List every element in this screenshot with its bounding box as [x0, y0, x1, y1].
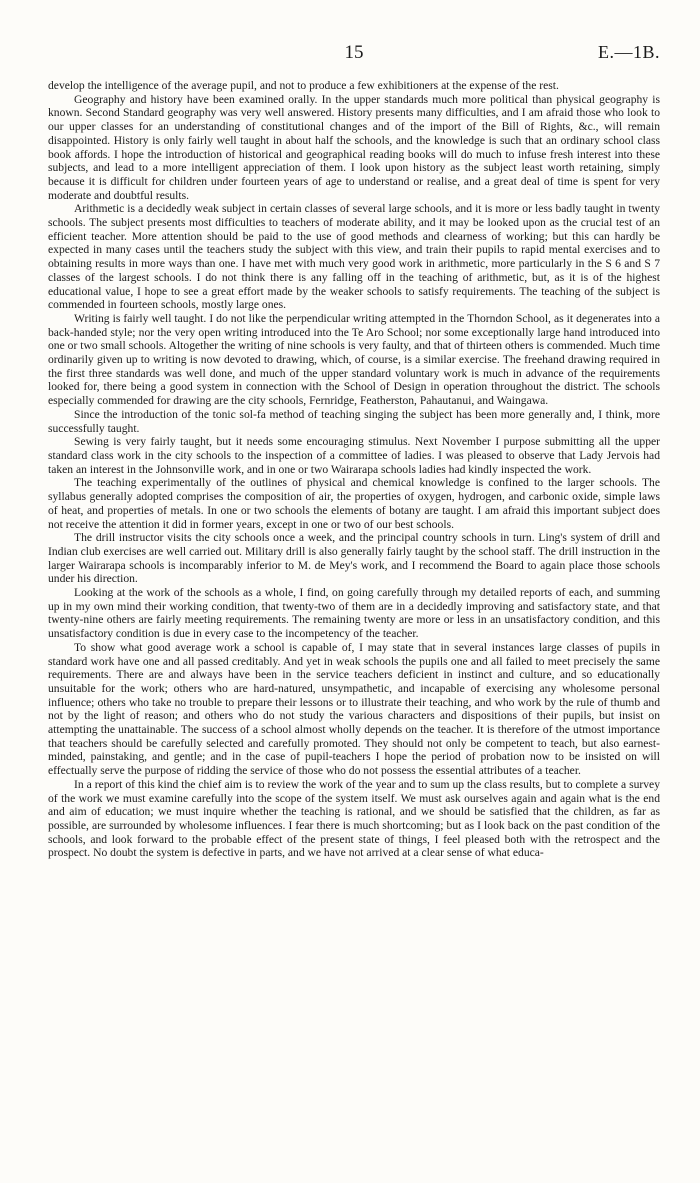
- document-reference: E.—1B.: [597, 42, 660, 62]
- paragraph: In a report of this kind the chief aim is to review the work of the year and to sum up the class results, but to complete a survey of the work we must examine carefully into the scope of the system itself. We must ask ourselves again and again what is the end and aim of education; we must inquire whether the teaching is rational, and we should be satisfied that the children, as far as possible, are surrounded by wholesome influences. I fear there is much shortcoming; but as I look back on the past condition of the schools, and look forward to the probable effect of the present state of things, I feel pleased both with the retrospect and the prospect. No doubt the system is defective in parts, and we have not arrived at a clear sense of what educa-: [48, 777, 660, 860]
- paragraph: Since the introduction of the tonic sol-fa method of teaching singing the subject has been more generally and, I think, more successfully taught.: [48, 407, 660, 435]
- paragraph: The teaching experimentally of the outlines of physical and chemical knowledge is confined to the larger schools. The syllabus generally adopted comprises the composition of air, the properties of oxygen, hydrogen, and carbonic oxide, simple laws of heat, and properties of metals. In one or two schools the elements of botany are taught. I am afraid this important subject does not receive the attention it did in former years, except in one or two of our best schools.: [48, 476, 660, 531]
- paragraph: Geography and history have been examined orally. In the upper standards much more political than physical geography is known. Second Standard geography was very well answered. History presents many difficulties, and I am afraid those who look to our upper classes for an understanding of constitutional changes and of the import of the Bill of Rights, &c., will remain disappointed. History is only fairly well taught in about half the schools, and the knowledge is such that an ordinary school class book affords. I hope the introduction of historical and geographical reading books will do much to infuse fresh interest into these subjects, and lead to a more intelligent appreciation of them. I look upon history as the subject least worth retaining, simply because it is difficult for children under fourteen years of age to understand or realise, and a great deal of time is spent for very moderate and doubtful results.: [48, 92, 660, 202]
- page-number: 15: [344, 42, 364, 63]
- paragraph: Arithmetic is a decidedly weak subject in certain classes of several large schools, and it is more or less badly taught in twenty schools. The subject presents most difficulties to teachers of moderate ability, and it may be looked upon as the crucial test of an efficient teacher. More attention should be paid to the use of good methods and clearness of working; but this can hardly be expected in many cases until the teachers study the subject with this view, and train their pupils to rapid mental exercises and to obtaining results in more ways than one. I have met with much very good work in arithmetic, more particularly in the S 6 and S 7 classes of the largest schools. I do not think there is any falling off in the teaching of arithmetic, but, as it is of the highest educational value, I hope to see a great effort made by the weaker schools to satisfy requirements. The teaching of the subject is commended in fourteen schools, mostly large ones.: [48, 202, 660, 312]
- paragraph: develop the intelligence of the average pupil, and not to produce a few exhibitioners at the expense of the rest.: [48, 79, 559, 92]
- body-text: [48, 79, 660, 860]
- paragraph: The drill instructor visits the city schools once a week, and the principal country schools in turn. Ling's system of drill and Indian club exercises are well carried out. Military drill is also generally fairly taught by the school staff. The drill instruction in the larger Wairarapa schools is incomparably inferior to M. de Mey's work, and I recommend the Board to again place those schools under his direction.: [48, 531, 660, 586]
- page-header: [48, 42, 660, 64]
- paragraph: Sewing is very fairly taught, but it needs some encouraging stimulus. Next November I purpose submitting all the upper standard class work in the city schools to the inspection of a committee of ladies. I was pleased to observe that Lady Jervois had taken an interest in the Johnsonville work, and in one or two Wairarapa schools ladies had kindly inspected the work.: [48, 435, 660, 476]
- paragraph: Looking at the work of the schools as a whole, I find, on going carefully through my detailed reports of each, and summing up in my own mind their working condition, that twenty-two of them are in a decidedly improving and satisfactory state, and that twenty-nine others are fairly meeting requirements. The remaining twenty are more or less in an unsatisfactory condition, and this unsatisfactory condition is due in every case to the incompetency of the teacher.: [48, 586, 660, 641]
- paragraph: Writing is fairly well taught. I do not like the perpendicular writing attempted in the Thorndon School, as it degenerates into a back-handed style; nor the very open writing introduced into the Te Aro School; nor some exceptionally large hand introduced into one or two small schools. Altogether the writing of nine schools is very faulty, and that of thirteen others is commended. Much time ordinarily given up to writing is now devoted to drawing, which, of course, is a similar exercise. The freehand drawing required in the first three standards was well done, and much of the upper standard voluntary work is much in advance of the requirements looked for, there being a good system in connection with the School of Design in operation throughout the district. The schools especially commended for drawing are the city schools, Fernridge, Featherston, Pahautanui, and Waingawa.: [48, 311, 660, 408]
- paragraph: To show what good average work a school is capable of, I may state that in several instances large classes of pupils in standard work have one and all passed creditably. And yet in weak schools the pupils one and all failed to meet precisely the same requirements. There are and always have been in the service teachers deficient in instinct and culture, and so educationally unsuitable for the work; others who are hard-natured, unsympathetic, and incapable of exercising any wholesome personal influence; others who take no trouble to prepare their lessons or to illustrate their teaching, and who work by the rule of thumb and not by the light of reason; and others who do not study the various characters and dispositions of their pupils, but insist on attempting the unattainable. The success of a school almost wholly depends on the teacher. It is therefore of the utmost importance that teachers should be carefully selected and carefully promoted. They should not only be competent to teach, but also earnest-minded, painstaking, and gentle; and in the case of pupil-teachers I hope the period of probation now to be insisted on will effectually serve the purpose of ridding the service of those who do not possess the essential attributes of a teacher.: [48, 640, 660, 778]
